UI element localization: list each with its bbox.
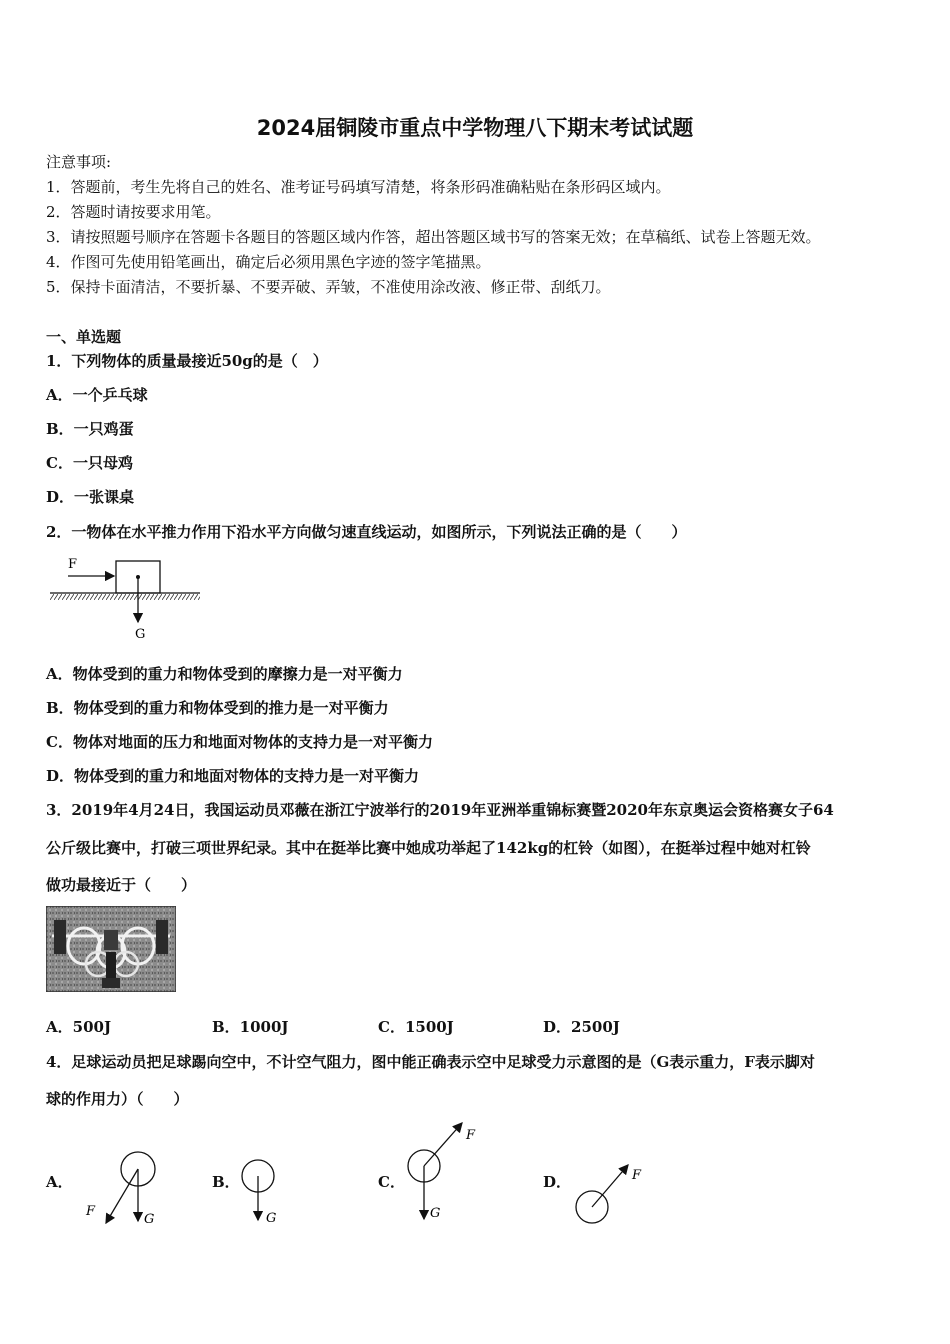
q3-option-d: D．2500J bbox=[543, 1018, 620, 1036]
notice-heading: 注意事项: bbox=[46, 153, 112, 171]
q4-label-b: B． bbox=[212, 1173, 240, 1191]
notice-item: 3．请按照题号顺序在答题卡各题目的答题区域内作答，超出答题区域书写的答案无效；在草稿纸、试卷上答题无效。 bbox=[46, 228, 821, 246]
g-label: G bbox=[266, 1211, 277, 1226]
kick-force-arrow bbox=[106, 1169, 138, 1223]
q4-diagram-d bbox=[566, 1155, 656, 1235]
f-label: F bbox=[466, 1128, 476, 1143]
q4-diagram-c bbox=[402, 1115, 492, 1230]
q2-f-label: F bbox=[68, 557, 78, 572]
q3-option-a: A．500J bbox=[46, 1018, 112, 1036]
weightlifter-photo bbox=[46, 906, 176, 992]
notice-item: 1．答题前，考生先将自己的姓名、准考证号码填写清楚，将条形码准确粘贴在条形码区域内。 bbox=[46, 178, 671, 196]
kick-force-arrow bbox=[592, 1165, 628, 1207]
notice-item: 2．答题时请按要求用笔。 bbox=[46, 203, 221, 221]
q1-option-b: B．一只鸡蛋 bbox=[46, 420, 134, 438]
notice-item: 5．保持卡面清洁，不要折暴、不要弄破、弄皱，不准使用涂改液、修正带、刮纸刀。 bbox=[46, 278, 611, 296]
q1-option-d: D．一张课桌 bbox=[46, 488, 135, 506]
q3-stem-line2: 公斤级比赛中，打破三项世界纪录。其中在挺举比赛中她成功举起了142kg的杠铃（如图），在挺举过程中她对杠铃 bbox=[46, 839, 811, 857]
section-heading: 一、单选题 bbox=[46, 328, 122, 346]
q3-stem-line1: 3．2019年4月24日，我国运动员邓薇在浙江宁波举行的2019年亚洲举重锦标赛暨2020年东京奥运会资格赛女子64 bbox=[46, 801, 834, 819]
g-label: G bbox=[430, 1206, 441, 1221]
q4-diagram-b bbox=[236, 1150, 296, 1235]
q2-option-a: A．物体受到的重力和物体受到的摩擦力是一对平衡力 bbox=[46, 665, 403, 683]
q3-option-b: B．1000J bbox=[212, 1018, 289, 1036]
q1-option-a: A．一个乒乓球 bbox=[46, 386, 148, 404]
q2-g-label: G bbox=[135, 627, 146, 642]
q2-option-b: B．物体受到的重力和物体受到的推力是一对平衡力 bbox=[46, 699, 389, 717]
q2-option-d: D．物体受到的重力和地面对物体的支持力是一对平衡力 bbox=[46, 767, 420, 785]
q4-stem-line2: 球的作用力）（ ） bbox=[46, 1090, 189, 1108]
q3-stem-line3: 做功最接近于（ ） bbox=[46, 876, 197, 894]
q4-label-c: C． bbox=[378, 1173, 405, 1191]
q2-force-diagram bbox=[46, 552, 206, 644]
q1-option-c: C．一只母鸡 bbox=[46, 454, 133, 472]
q4-stem-line1: 4．足球运动员把足球踢向空中，不计空气阻力，图中能正确表示空中足球受力示意图的是（G表示重力，F表示脚对 bbox=[46, 1053, 815, 1071]
q2-stem: 2．一物体在水平推力作用下沿水平方向做匀速直线运动，如图所示，下列说法正确的是（ ） bbox=[46, 523, 687, 541]
q4-label-d: D． bbox=[543, 1173, 572, 1191]
q2-option-c: C．物体对地面的压力和地面对物体的支持力是一对平衡力 bbox=[46, 733, 433, 751]
q1-stem: 1．下列物体的质量最接近50g的是（ ） bbox=[46, 352, 328, 370]
f-label: F bbox=[632, 1168, 642, 1183]
kick-force-arrow bbox=[424, 1123, 462, 1166]
q4-diagram-a bbox=[80, 1145, 170, 1235]
g-label: G bbox=[144, 1212, 155, 1227]
notice-item: 4．作图可先使用铅笔画出，确定后必须用黑色字迹的签字笔描黑。 bbox=[46, 253, 491, 271]
page-title: 2024届铜陵市重点中学物理八下期末考试试题 bbox=[256, 116, 694, 140]
q3-option-c: C．1500J bbox=[378, 1018, 454, 1036]
ground-hatch bbox=[50, 594, 200, 600]
f-label: F bbox=[86, 1204, 96, 1219]
q4-label-a: A． bbox=[46, 1173, 73, 1191]
